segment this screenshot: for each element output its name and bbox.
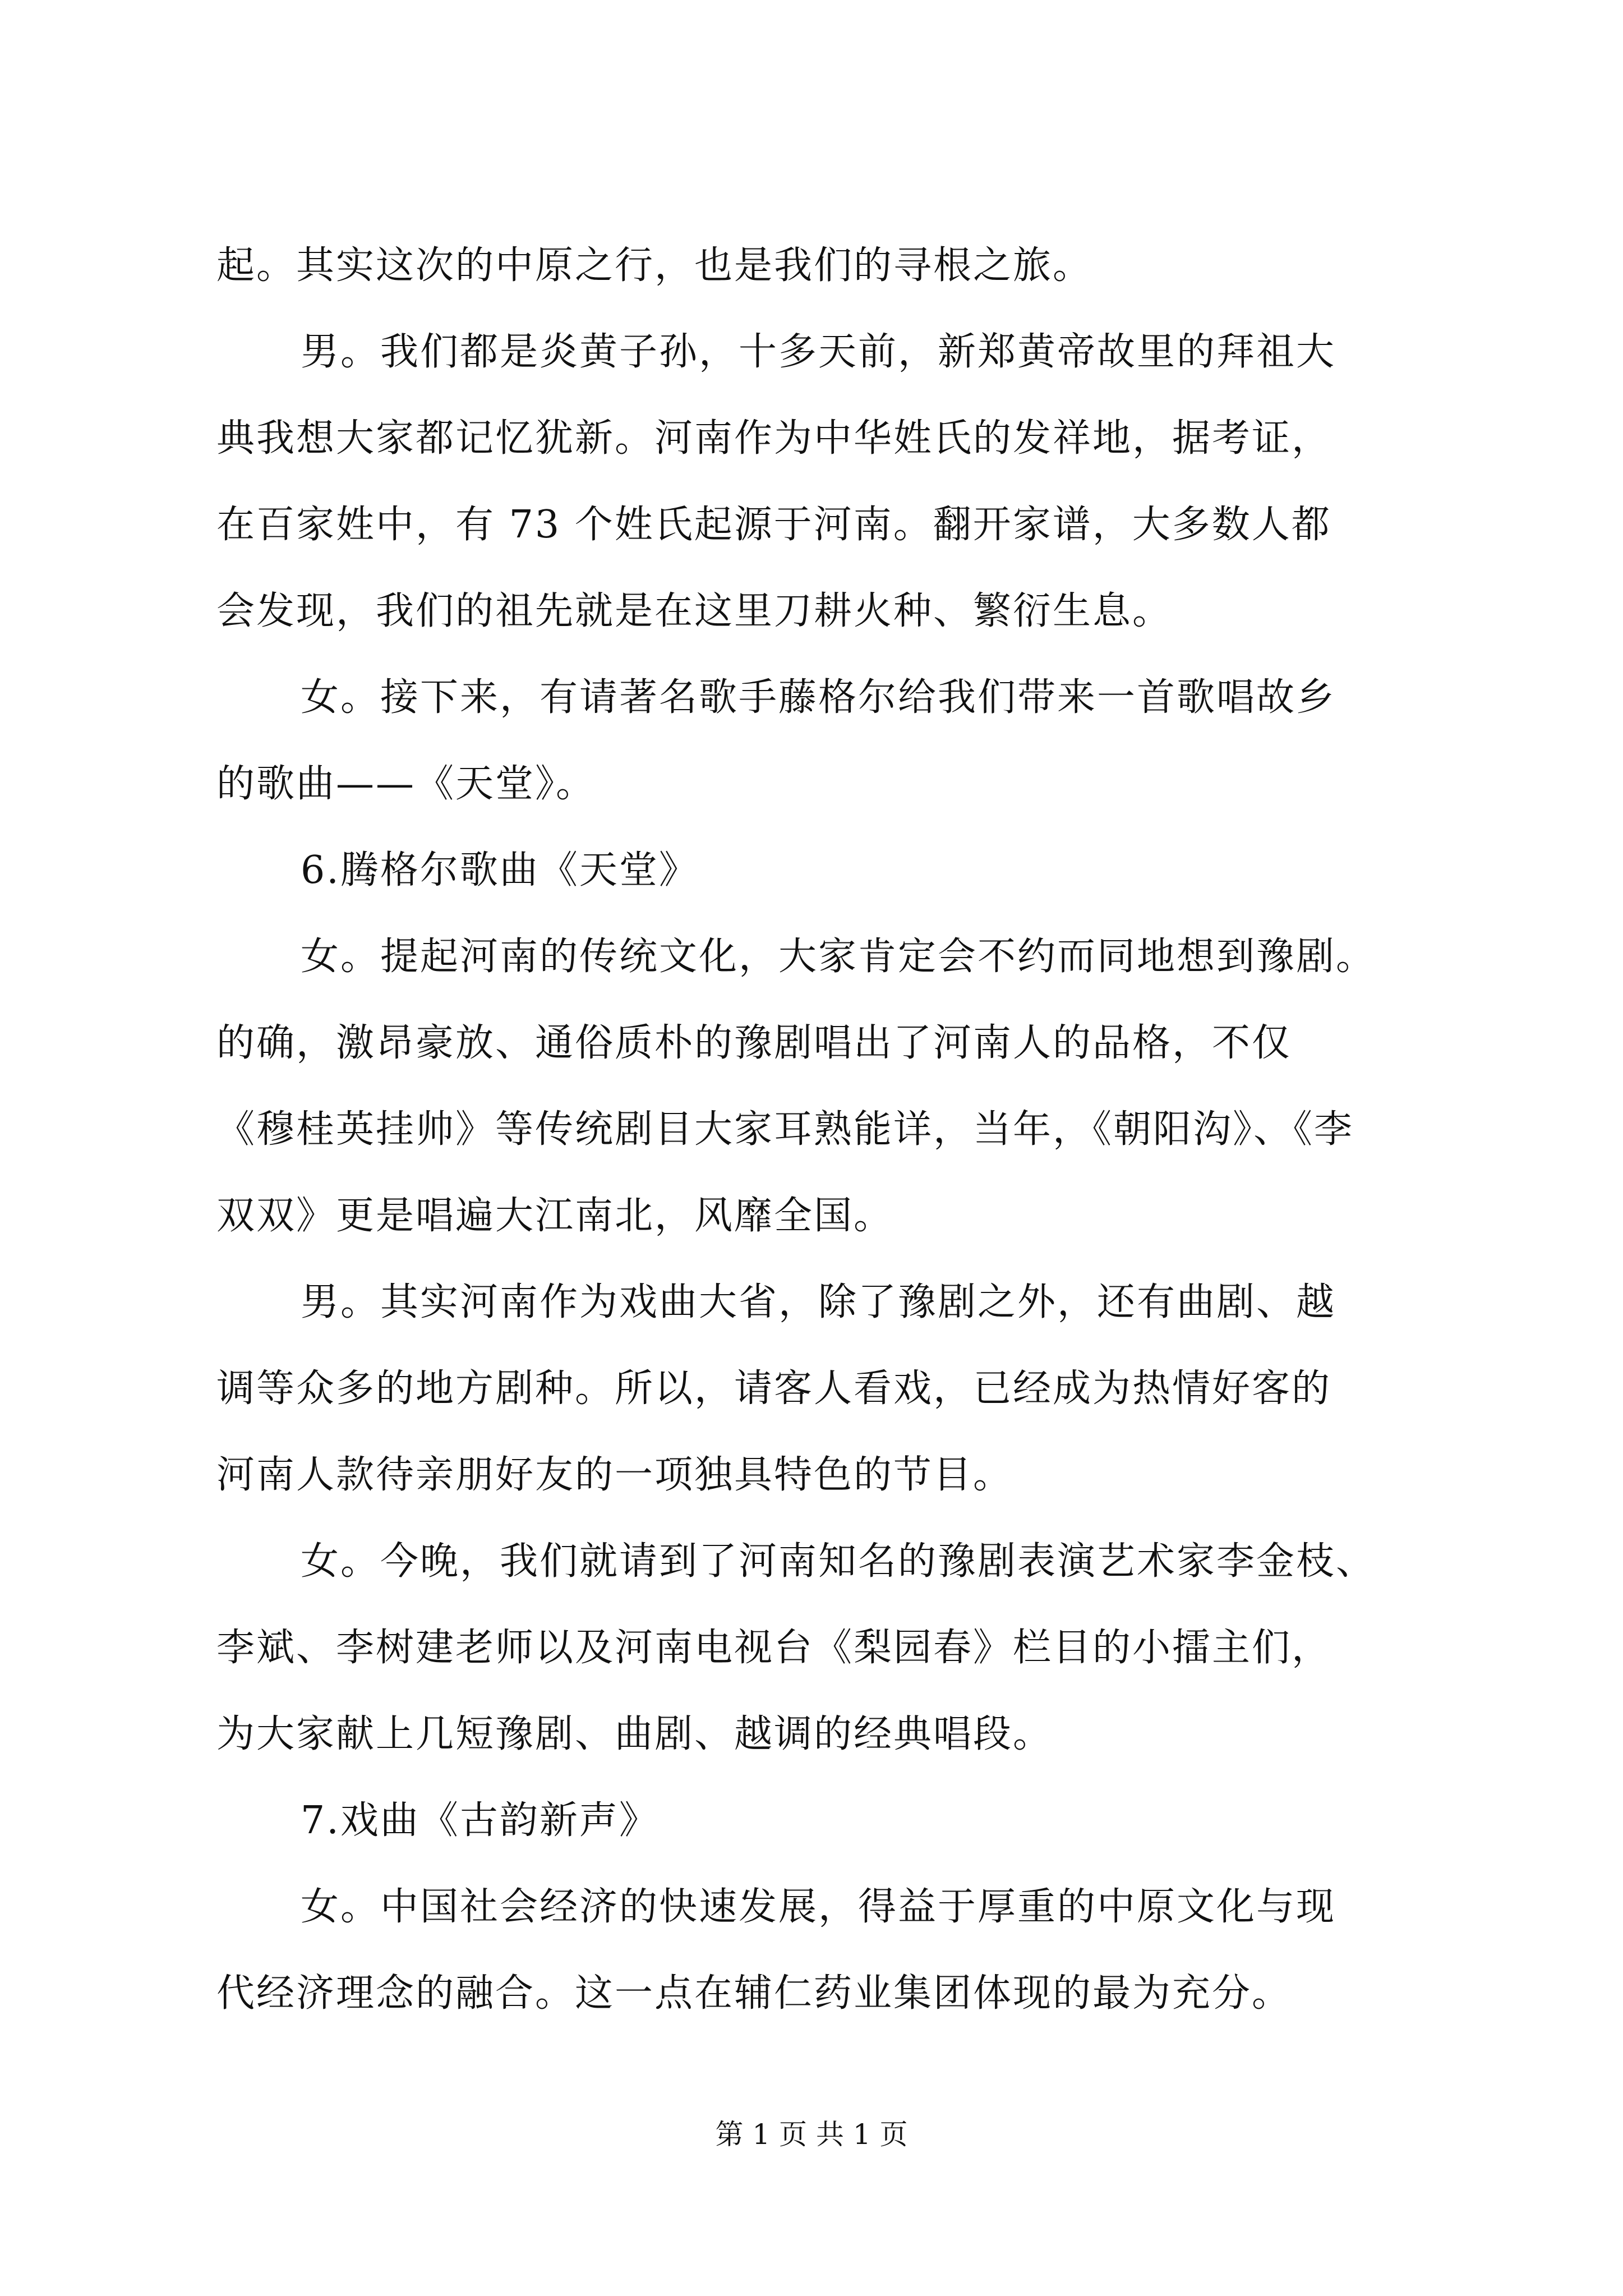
text-line: 为大家献上几短豫剧、曲剧、越调的经典唱段。 (216, 1712, 1053, 1756)
text-line: 女。今晚，我们就请到了河南知名的豫剧表演艺术家李金枝、 (301, 1539, 1376, 1584)
text-line: 会发现，我们的祖先就是在这里刀耕火种、繁衍生息。 (216, 589, 1173, 633)
section-heading: 7.戏曲《古韵新声》 (301, 1798, 659, 1843)
text-line: 代经济理念的融合。这一点在辅仁药业集团体现的最为充分。 (216, 1971, 1292, 2016)
text-line: 河南人款待亲朋好友的一项独具特色的节目。 (216, 1453, 1013, 1497)
section-heading: 6.腾格尔歌曲《天堂》 (301, 848, 699, 892)
text-line: 的歌曲——《天堂》。 (216, 762, 596, 806)
text-line: 起。其实这次的中原之行，也是我们的寻根之旅。 (216, 243, 1093, 288)
text-line: 女。提起河南的传统文化，大家肯定会不约而同地想到豫剧。 (301, 935, 1376, 979)
text-line: 调等众多的地方剧种。所以，请客人看戏，已经成为热情好客的 (216, 1366, 1332, 1411)
text-line: 男。我们都是炎黄子孙，十多天前，新郑黄帝故里的拜祖大 (301, 330, 1336, 374)
text-line: 女。接下来，有请著名歌手藤格尔给我们带来一首歌唱故乡 (301, 675, 1336, 720)
text-line: 双双》更是唱遍大江南北，风靡全国。 (216, 1194, 894, 1238)
text-line: 的确，激昂豪放、通俗质朴的豫剧唱出了河南人的品格，不仅 (216, 1021, 1292, 1065)
text-line: 李斌、李树建老师以及河南电视台《梨园春》栏目的小擂主们， (216, 1626, 1332, 1670)
text-line: 在百家姓中，有 73 个姓氏起源于河南。翻开家谱，大多数人都 (216, 503, 1331, 547)
text-line: 女。中国社会经济的快速发展，得益于厚重的中原文化与现 (301, 1885, 1336, 1929)
text-line: 典我想大家都记忆犹新。河南作为中华姓氏的发祥地，据考证， (216, 416, 1332, 461)
text-line: 《穆桂英挂帅》等传统剧目大家耳熟能详，当年，《朝阳沟》、《李 (216, 1107, 1354, 1152)
text-line: 男。其实河南作为戏曲大省，除了豫剧之外，还有曲剧、越 (301, 1280, 1336, 1324)
page-footer: 第 1 页 共 1 页 (715, 2118, 908, 2151)
